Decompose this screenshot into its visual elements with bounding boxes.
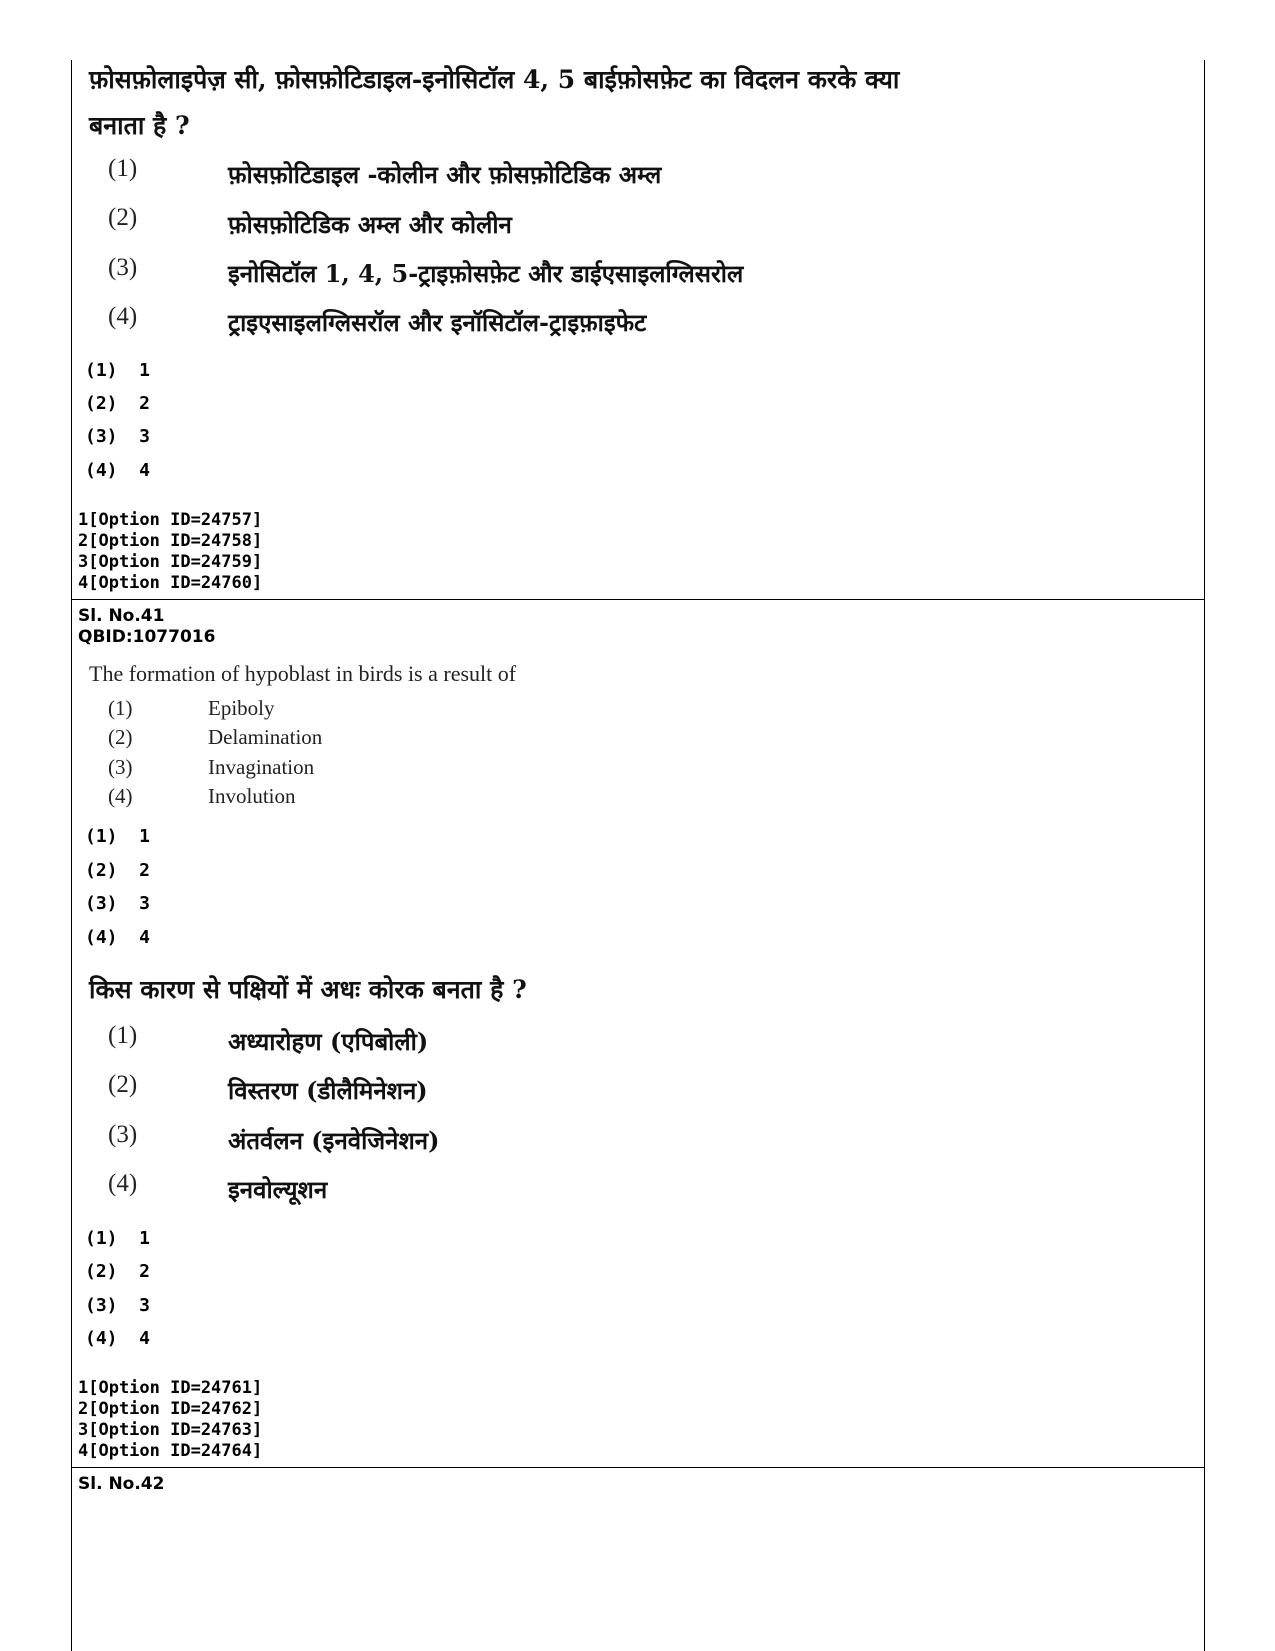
answer-choice[interactable]: (2) 2 [85, 860, 151, 881]
serial-number: Sl. No.42 [78, 1474, 165, 1494]
serial-number: Sl. No.41 [78, 606, 165, 626]
option-id: 3[Option ID=24759] [78, 552, 263, 572]
answer-choice[interactable]: (2) 2 [85, 393, 151, 414]
option-number: (2) [108, 204, 138, 231]
option-number: (4) [108, 303, 138, 330]
option-text: अंतर्वलन (इनवेजिनेशन) [228, 1126, 440, 1155]
option-id: 1[Option ID=24761] [78, 1378, 263, 1398]
answer-choice[interactable]: (4) 4 [85, 460, 151, 481]
page-border-left [71, 60, 72, 1651]
option-id: 4[Option ID=24764] [78, 1441, 263, 1461]
question-text-hindi: फ़ोसफ़ोलाइपेज़ सी, फ़ोसफ़ोटिडाइल-इनोसिटॉल 4, 5 बाईफ़ोसफ़ेट का विदलन करके क्या [89, 65, 900, 94]
answer-choice[interactable]: (3) 3 [85, 1295, 151, 1316]
option-number: (3) [108, 1121, 138, 1148]
option-number: (4) [108, 784, 133, 808]
answer-choice[interactable]: (1) 1 [85, 826, 151, 847]
option-text: फ़ोसफ़ोटिडिक अम्ल और कोलीन [228, 210, 512, 239]
option-number: (2) [108, 1071, 138, 1098]
option-number: (3) [108, 254, 138, 281]
option-number: (1) [108, 1022, 138, 1049]
option-text: फ़ोसफ़ोटिडाइल -कोलीन और फ़ोसफ़ोटिडिक अम्ल [228, 160, 662, 189]
option-text: अध्यारोहण (एपिबोली) [228, 1027, 429, 1056]
question-divider [71, 1467, 1205, 1468]
option-number: (1) [108, 155, 138, 182]
answer-choice[interactable]: (3) 3 [85, 426, 151, 447]
question-text-hindi: बनाता है ? [89, 111, 190, 140]
answer-choice[interactable]: (2) 2 [85, 1261, 151, 1282]
option-id: 1[Option ID=24757] [78, 510, 263, 530]
question-divider [71, 599, 1205, 600]
option-number: (2) [108, 725, 133, 749]
answer-choice[interactable]: (4) 4 [85, 1328, 151, 1349]
option-text: Delamination [208, 725, 323, 749]
question-bank-id: QBID:1077016 [78, 627, 216, 647]
option-id: 3[Option ID=24763] [78, 1420, 263, 1440]
answer-choice[interactable]: (4) 4 [85, 927, 151, 948]
answer-choice[interactable]: (1) 1 [85, 360, 151, 381]
page-border-right [1204, 60, 1205, 1651]
option-text: विस्तरण (डीलैमिनेशन) [228, 1076, 428, 1105]
option-text: Involution [208, 784, 296, 808]
question-text-english: The formation of hypoblast in birds is a result of [89, 661, 517, 686]
option-text: Invagination [208, 755, 315, 779]
option-text: इनवोल्यूशन [228, 1175, 328, 1204]
question-text-hindi: किस कारण से पक्षियों में अधः कोरक बनता है ? [89, 975, 527, 1004]
option-number: (1) [108, 696, 133, 720]
option-id: 4[Option ID=24760] [78, 573, 263, 593]
answer-choice[interactable]: (3) 3 [85, 893, 151, 914]
option-number: (4) [108, 1170, 138, 1197]
option-number: (3) [108, 755, 133, 779]
option-id: 2[Option ID=24762] [78, 1399, 263, 1419]
option-text: ट्राइएसाइलग्लिसरॉल और इनॉसिटॉल-ट्राइफ़ाइफेट [228, 308, 647, 337]
option-text: इनोसिटॉल 1, 4, 5-ट्राइफ़ोसफ़ेट और डाईएसाइलग्लिसरोल [228, 259, 744, 288]
option-id: 2[Option ID=24758] [78, 531, 263, 551]
option-text: Epiboly [208, 696, 275, 720]
answer-choice[interactable]: (1) 1 [85, 1228, 151, 1249]
